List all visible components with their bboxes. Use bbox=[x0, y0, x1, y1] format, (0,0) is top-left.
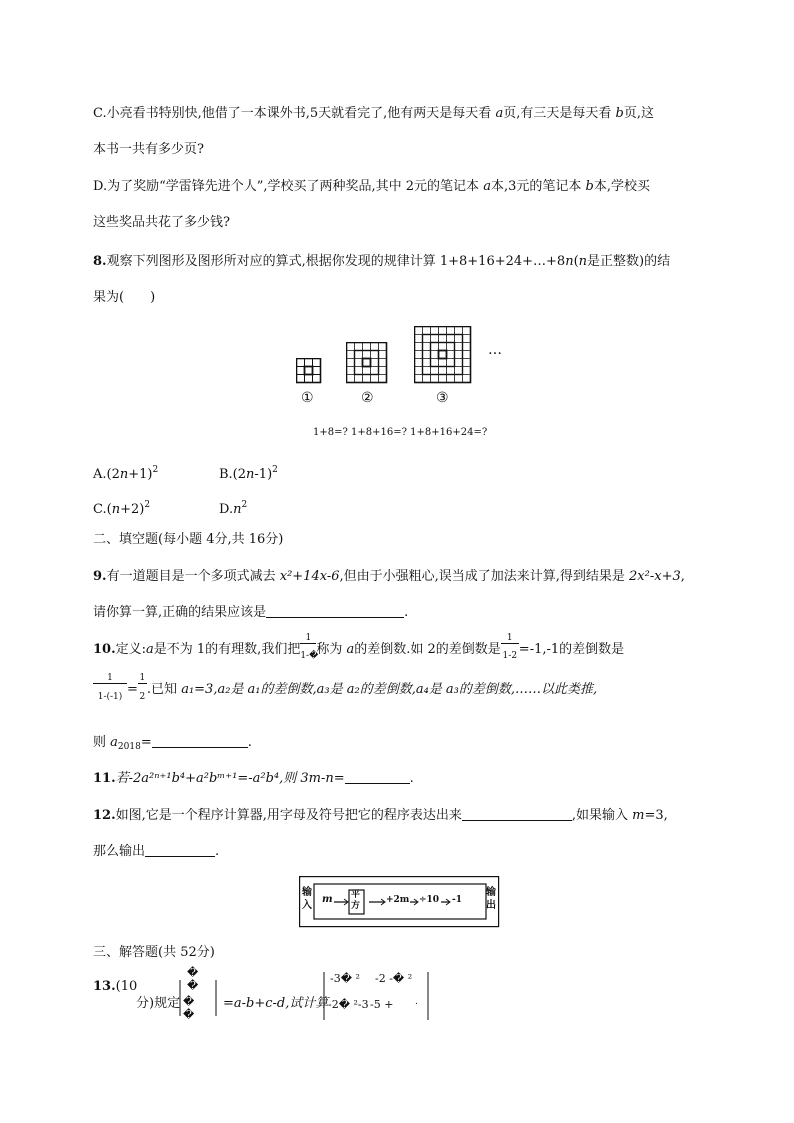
q12-text: 如图,它是一个程序计算器,用字母及符号把它的程序表达出来 bbox=[115, 808, 462, 823]
q12-line2 bbox=[93, 843, 219, 861]
period: . bbox=[404, 605, 409, 620]
q7-c-text: C.小亮看书特别快,他借了一本课外书,5天就看完了,他有两天是每天看 bbox=[93, 106, 492, 121]
q10-sequence: a₁=3,a₂是 a₁的差倒数,a₃是 a₂的差倒数,a₄是 a₃的差倒数,……以此类推, bbox=[181, 682, 598, 697]
flow-input-label: 输入 bbox=[302, 887, 312, 911]
flow-divide-10: ÷10 bbox=[419, 895, 440, 905]
q8-text3: 是正整数)的结 bbox=[587, 254, 671, 269]
option-rest: +2) bbox=[120, 502, 145, 517]
q7-c-text3: 页,这 bbox=[623, 106, 654, 121]
determinant-definition bbox=[178, 966, 220, 1021]
q10-line2 bbox=[93, 673, 598, 702]
var-b: b bbox=[615, 106, 624, 121]
fraction-example bbox=[501, 633, 519, 661]
equals: = bbox=[127, 682, 138, 697]
det-top-row: � � bbox=[187, 966, 203, 992]
fraction-numerator: 1 bbox=[93, 674, 127, 684]
option-label: C.( bbox=[93, 502, 112, 517]
answer-blank[interactable] bbox=[462, 808, 572, 821]
var-n: n bbox=[111, 502, 121, 517]
q10-text6: .已知 bbox=[146, 682, 178, 697]
fraction-numerator: 1 bbox=[501, 634, 519, 644]
subscript: 2018 bbox=[117, 742, 141, 752]
answer-blank[interactable] bbox=[152, 735, 248, 748]
q10-line3 bbox=[93, 734, 252, 756]
matrix-r2c2: -5 + bbox=[370, 998, 394, 1011]
var-a: a bbox=[346, 642, 355, 657]
var-n: n bbox=[565, 254, 574, 269]
program-calculator-diagram bbox=[299, 876, 500, 928]
q10-text5: =-1,-1的差倒数是 bbox=[518, 642, 625, 657]
q7-c-text2: 页,有三天是每天看 bbox=[503, 106, 612, 121]
exponent: 2 bbox=[272, 465, 278, 475]
q7-d-line2: 这些奖品共花了多少钱? bbox=[93, 215, 230, 230]
matrix-r2c1: -2� ²-3 bbox=[328, 998, 369, 1011]
matrix-r2c3: . bbox=[415, 997, 418, 1007]
q12-text2: ,如果输入 bbox=[571, 808, 629, 823]
q12-stem bbox=[93, 807, 668, 825]
question-number: 8. bbox=[93, 254, 107, 269]
exponent: 2 bbox=[144, 500, 151, 510]
var-a: a bbox=[110, 735, 118, 750]
flow-plus-2m: +2m bbox=[386, 895, 410, 905]
question-number: 11. bbox=[93, 771, 116, 786]
flow-square-box: 平方 bbox=[351, 890, 361, 911]
grid-figure-1 bbox=[296, 358, 322, 384]
q9-text: 有一道题目是一个多项式减去 bbox=[106, 569, 276, 584]
q7-d-text2: 本,3元的笔记本 bbox=[490, 179, 582, 194]
var-a: a bbox=[483, 179, 491, 194]
fraction-denominator: 2 bbox=[139, 692, 146, 702]
q7-option-d bbox=[93, 178, 650, 196]
polynomial-1: x²+14x-6 bbox=[279, 569, 340, 584]
q8-stem bbox=[93, 253, 670, 271]
q10-text: 定义: bbox=[115, 642, 147, 657]
fraction-denominator: 1-(-1) bbox=[97, 692, 123, 702]
fraction-denominator: 1-� bbox=[300, 651, 319, 661]
var-n: n bbox=[578, 254, 588, 269]
q13-rule: =a-b+c-d,试计算 bbox=[223, 996, 329, 1011]
figure-label-3: ③ bbox=[436, 390, 449, 406]
q12-text3: =3, bbox=[644, 808, 668, 823]
q13-def: 分)规定 bbox=[136, 996, 181, 1011]
q10-line1 bbox=[93, 633, 625, 661]
period: . bbox=[247, 735, 252, 750]
figure-label-2: ② bbox=[361, 390, 374, 406]
det-bottom-row: � � bbox=[183, 995, 200, 1021]
var-m: m bbox=[632, 808, 645, 823]
option-rest: -1) bbox=[254, 467, 273, 482]
section-heading-solutions: 三、解答题(共 52分) bbox=[93, 945, 215, 960]
answer-blank[interactable] bbox=[266, 605, 404, 618]
period: . bbox=[409, 771, 414, 786]
q9-prompt: 请你算一算,正确的结果应该是 bbox=[93, 605, 267, 620]
answer-blank[interactable] bbox=[145, 844, 215, 857]
option-label: B.(2 bbox=[219, 467, 247, 482]
polynomial-2: 2x²-x+3 bbox=[629, 569, 681, 584]
period: . bbox=[215, 844, 220, 859]
q8-line2: 果为( ) bbox=[93, 290, 156, 305]
figure-label-1: ① bbox=[301, 390, 314, 406]
matrix-r1c1: -3� ² bbox=[330, 972, 360, 985]
q9-text3: , bbox=[680, 569, 685, 584]
exponent: 2 bbox=[241, 500, 248, 510]
q8-option-b bbox=[219, 461, 278, 484]
equals: = bbox=[140, 735, 152, 750]
q11-stem bbox=[93, 770, 414, 788]
fraction-example-2 bbox=[93, 673, 127, 702]
fraction-result bbox=[138, 673, 147, 702]
fraction-definition bbox=[300, 633, 319, 661]
grid-figure-2 bbox=[346, 342, 389, 385]
flow-var-m: m bbox=[322, 894, 333, 905]
q10-text3: 称为 bbox=[316, 642, 343, 657]
question-number: 10. bbox=[93, 642, 116, 657]
var-n: n bbox=[246, 467, 255, 482]
q7-d-text: D.为了奖励“学雷锋先进个人”,学校买了两种奖品,其中 2元的笔记本 bbox=[93, 179, 480, 194]
q8-text: 观察下列图形及图形所对应的算式,根据你发现的规律计算 1+8+16+24+…+8 bbox=[106, 254, 566, 269]
answer-blank[interactable] bbox=[345, 771, 410, 784]
option-label: A.(2 bbox=[93, 467, 120, 482]
section-heading-fill-in: 二、填空题(每小题 4分,共 16分) bbox=[93, 532, 284, 547]
q13-score bbox=[93, 978, 137, 996]
q7-option-c bbox=[93, 105, 654, 123]
q9-stem bbox=[93, 568, 685, 586]
var-n: n bbox=[119, 467, 129, 482]
question-number: 9. bbox=[93, 569, 107, 584]
q10-text2: 是不为 1的有理数,我们把 bbox=[153, 642, 301, 657]
q13-score-text: (10 bbox=[115, 979, 138, 994]
fraction-numerator: 1 bbox=[300, 634, 316, 644]
q9-text2: ,但由于小强粗心,误当成了加法来计算,得到结果是 bbox=[339, 569, 625, 584]
determinant-to-compute bbox=[322, 966, 434, 1022]
q12-prompt: 那么输出 bbox=[93, 844, 146, 859]
q8-option-c bbox=[93, 496, 150, 519]
flow-minus-1: -1 bbox=[452, 895, 462, 905]
ellipsis: … bbox=[488, 342, 502, 358]
fraction-numerator: 1 bbox=[139, 673, 146, 683]
grid-figure-3 bbox=[414, 326, 473, 385]
fraction-denominator: 1-2 bbox=[502, 651, 518, 661]
var-n: n bbox=[233, 502, 242, 517]
q8-option-a bbox=[93, 461, 158, 484]
question-number: 12. bbox=[93, 808, 116, 823]
q9-line2 bbox=[93, 604, 408, 622]
figure-caption: 1+8=? 1+8+16=? 1+8+16+24=? bbox=[313, 427, 488, 438]
question-number: 13. bbox=[93, 979, 116, 994]
var-b: b bbox=[585, 179, 594, 194]
var-a: a bbox=[495, 106, 504, 121]
q10-then: 则 bbox=[93, 735, 107, 750]
q7-c-line2: 本书一共有多少页? bbox=[93, 142, 204, 157]
q8-text2: ( bbox=[573, 254, 579, 269]
q8-option-d bbox=[219, 496, 247, 519]
var-a: a bbox=[146, 642, 154, 657]
q7-d-text3: 本,学校买 bbox=[593, 179, 650, 194]
option-rest: +1) bbox=[128, 467, 153, 482]
q10-text4: 的差倒数.如 2的差倒数是 bbox=[354, 642, 501, 657]
matrix-r1c2: -2 -� ² bbox=[375, 972, 413, 985]
option-label: D. bbox=[219, 502, 234, 517]
exponent: 2 bbox=[152, 465, 159, 475]
flow-output-label: 输出 bbox=[486, 887, 496, 911]
q11-text: 若-2a²ⁿ⁺¹b⁴+a²bᵐ⁺¹=-a²b⁴,则 3m-n= bbox=[115, 771, 345, 786]
